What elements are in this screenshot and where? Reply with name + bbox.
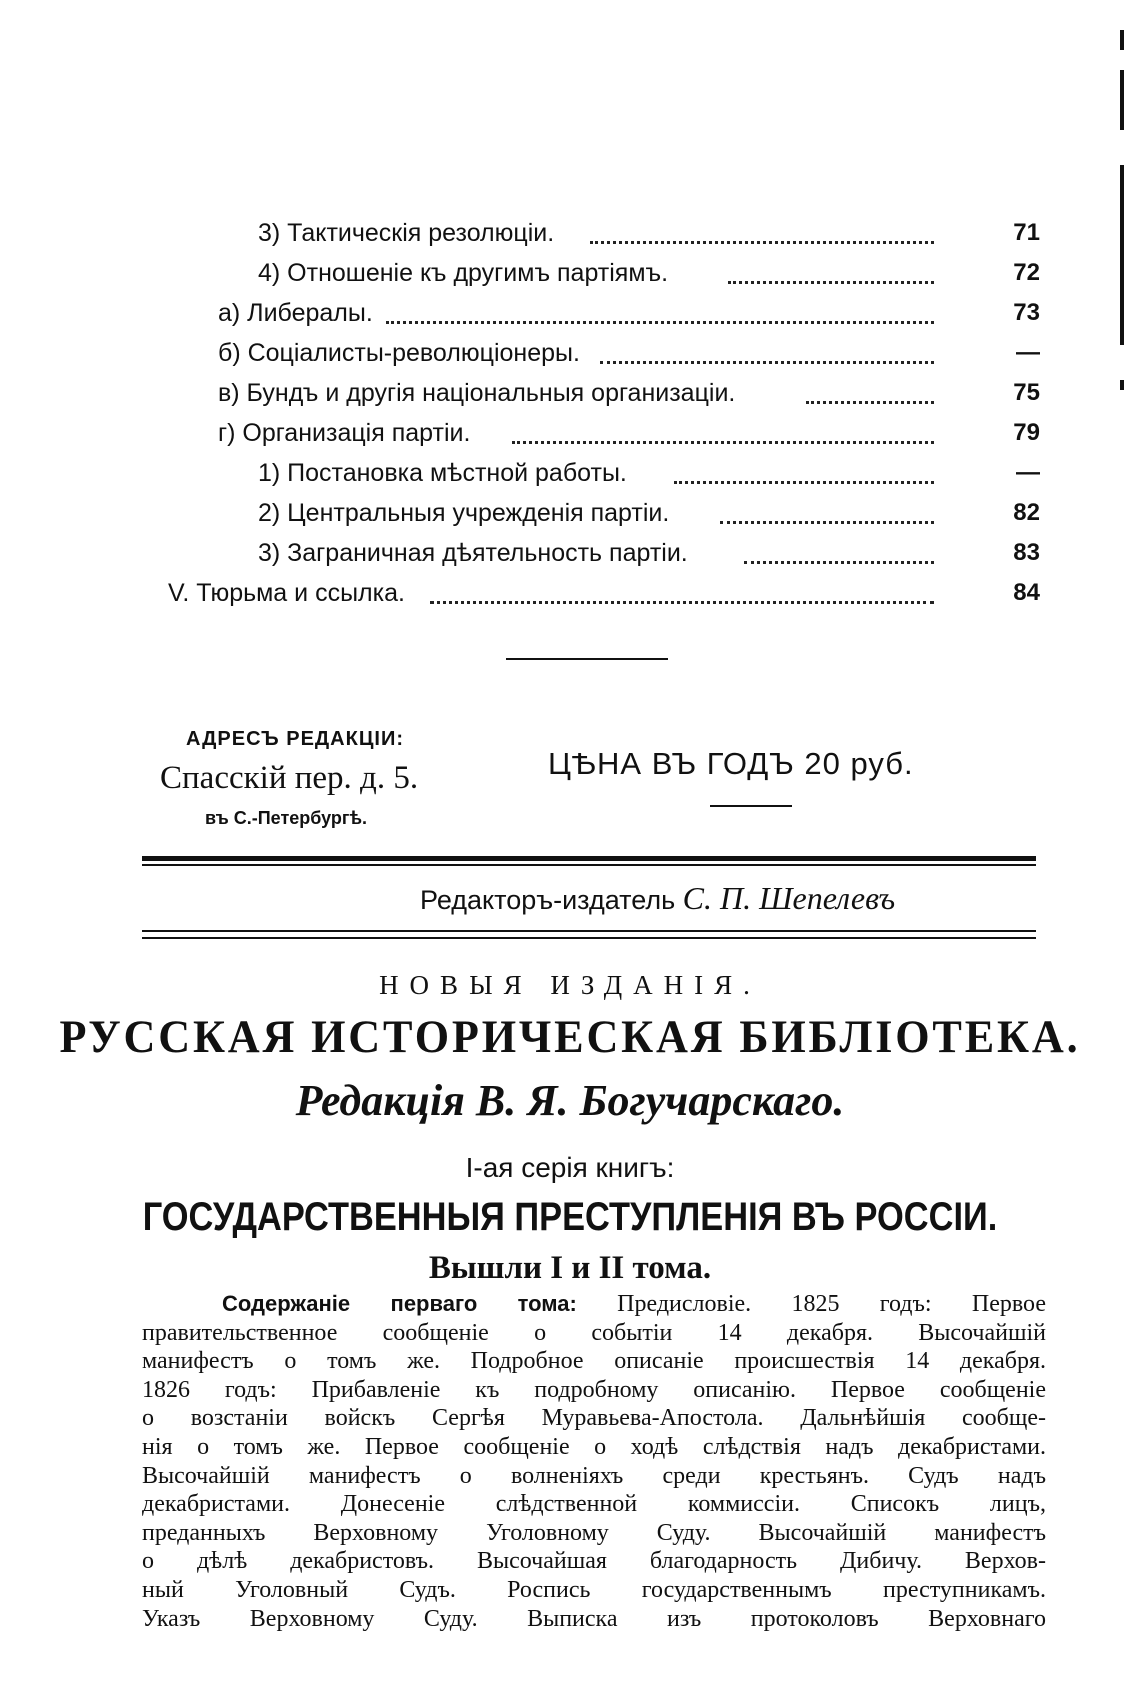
toc-label: в) Бундъ и другія національныя организаціи.: [218, 376, 739, 410]
toc-label: 3) Тактическія резолюціи.: [258, 216, 558, 250]
toc-page: 79: [1013, 419, 1040, 446]
address-city: въ С.-Петербургѣ.: [205, 808, 368, 828]
volumes-line: Вышли I и II тома.: [428, 1250, 712, 1286]
new-editions-heading: НОВЫЯ ИЗДАНІЯ.: [379, 970, 761, 1000]
paragraph-line: нія о томъ же. Первое сообщеніе о ходѣ слѣдствія надъ декабристами.: [142, 1433, 1046, 1460]
toc-row: [0, 336, 1140, 372]
toc-page: 82: [1013, 499, 1040, 526]
paragraph-line: правительственное сообщеніе о событіи 14 декабря. Высочайшій: [142, 1319, 1046, 1346]
contents-paragraph: [142, 1290, 1046, 1633]
toc-label: 2) Центральныя учрежденія партіи.: [258, 496, 673, 530]
toc-page: 71: [1013, 219, 1040, 246]
price-underline: [710, 805, 792, 807]
separator-rule: [506, 658, 668, 660]
paragraph-line: декабристами. Донесеніе слѣдственной коммиссіи. Списокъ лицъ,: [142, 1491, 1046, 1518]
toc-page: 75: [1013, 379, 1040, 406]
address-heading: АДРЕСЪ РЕДАКЦІИ:: [186, 728, 405, 750]
editor-label: Редакторъ-издатель: [420, 885, 676, 915]
toc-label: б) Соціалисты-революціонеры.: [218, 336, 584, 370]
library-title: РУССКАЯ ИСТОРИЧЕСКАЯ БИБЛІОТЕКА.: [59, 1011, 1081, 1063]
toc-page: 73: [1013, 299, 1040, 326]
paragraph-line: о возстаніи войскъ Сергѣя Муравьева-Апостола. Дальнѣйшія сообще-: [142, 1405, 1046, 1432]
toc-page: —: [1016, 339, 1040, 366]
double-rule: [142, 937, 1036, 939]
toc-row: [0, 456, 1140, 492]
paragraph-text: Предисловіе. 1825 годъ: Первое: [617, 1291, 1046, 1317]
toc-page: 72: [1013, 259, 1040, 286]
toc-page: —: [1016, 459, 1040, 486]
toc-label: 1) Постановка мѣстной работы.: [258, 456, 631, 490]
double-rule: [142, 864, 1036, 866]
paragraph-line: преданныхъ Верховному Уголовному Суду. Высочайшій манифестъ: [142, 1519, 1046, 1546]
contents-lead: Содержаніе перваго тома:: [222, 1291, 577, 1316]
subscription-price: ЦѢНА ВЪ ГОДЪ 20 руб.: [548, 746, 914, 781]
toc-label: 4) Отношеніе къ другимъ партіямъ.: [258, 256, 672, 290]
paragraph-line: Указъ Верховному Суду. Выписка изъ протоколовъ Верховнаго: [142, 1605, 1046, 1632]
page-edge-mark: [1120, 30, 1124, 50]
toc-row: [0, 296, 1140, 332]
page-edge-mark: [1120, 70, 1124, 130]
toc-label: 3) Заграничная дѣятельность партіи.: [258, 536, 692, 570]
toc-page: 83: [1013, 539, 1040, 566]
paragraph-line: Высочайшій манифестъ о волненіяхъ среди крестьянъ. Судъ надъ: [142, 1462, 1046, 1489]
toc-row: [0, 496, 1140, 532]
paragraph-line: [142, 1290, 1046, 1319]
toc-row: [0, 416, 1140, 452]
toc-page: 84: [1013, 579, 1040, 606]
editor-line: [420, 880, 895, 917]
series-title: ГОСУДАРСТВЕННЫЯ ПРЕСТУПЛЕНІЯ ВЪ РОССІИ.: [142, 1195, 998, 1239]
address-street: Спасскій пер. д. 5.: [160, 760, 419, 796]
series-label: І-ая серія книгъ:: [465, 1152, 675, 1183]
redaction-line: Редакція В. Я. Богучарскаго.: [295, 1076, 845, 1125]
toc-row: [0, 576, 1140, 612]
toc-label: а) Либералы.: [218, 296, 377, 330]
paragraph-line: ный Уголовный Судъ. Роспись государственнымъ преступникамъ.: [142, 1576, 1046, 1603]
paragraph-line: манифестъ о томъ же. Подробное описаніе происшествія 14 декабря.: [142, 1348, 1046, 1375]
double-rule: [142, 856, 1036, 861]
toc-label: г) Организація партіи.: [218, 416, 474, 450]
toc-row: [0, 216, 1140, 252]
toc-label: V. Тюрьма и ссылка.: [168, 576, 409, 610]
paragraph-line: о дѣлѣ декабристовъ. Высочайшая благодарность Дибичу. Верхов-: [142, 1548, 1046, 1575]
editor-name: С. П. Шепелевъ: [682, 880, 896, 916]
double-rule: [142, 930, 1036, 932]
paragraph-line: 1826 годъ: Прибавленіе къ подробному описанію. Первое сообщеніе: [142, 1376, 1046, 1403]
